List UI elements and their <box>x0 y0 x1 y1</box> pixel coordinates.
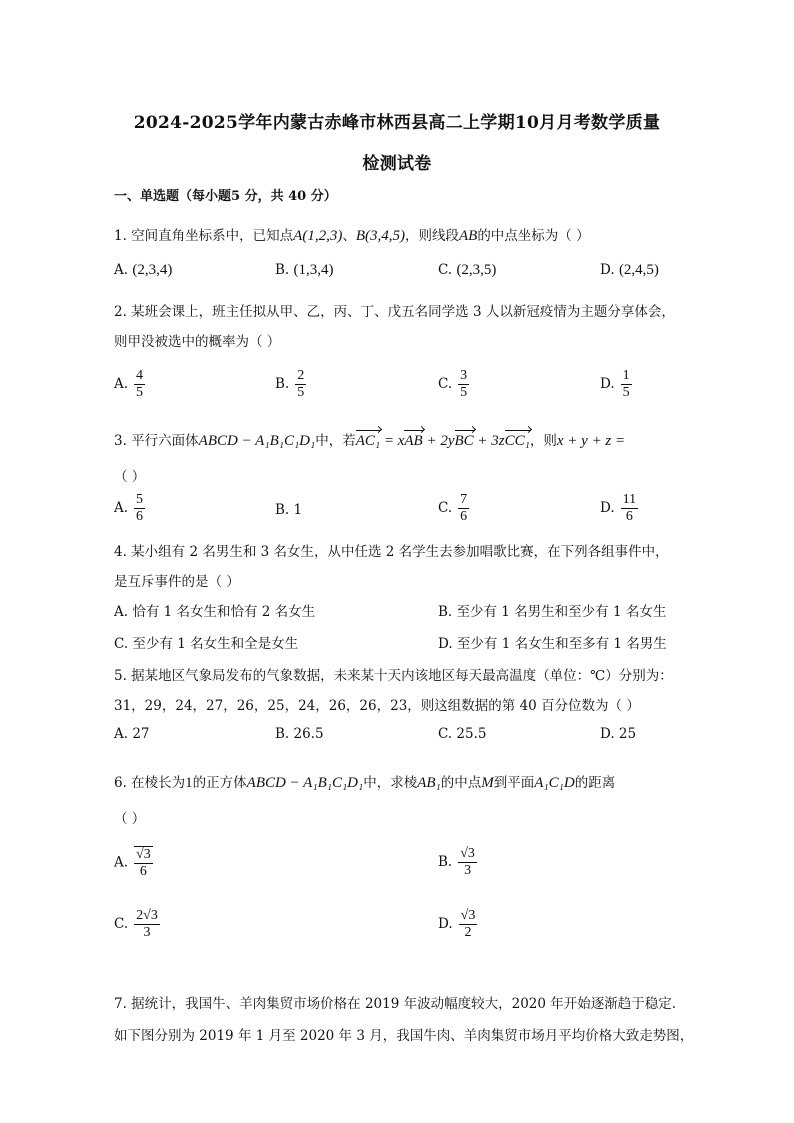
question-2-line1: 2. 某班会课上，班主任拟从甲、乙，丙、丁、戊五名同学选 3 人以新冠疫情为主题分享体会， <box>114 304 675 320</box>
question-5-line2: 31，29，24，27，26，25，24，26，26，23，则这组数据的第 40 百分位数为（ ） <box>114 698 640 714</box>
q5-option-a: A. 27 <box>114 726 150 742</box>
q2-option-b: B. $\frac{2}{5}$ <box>275 368 305 400</box>
question-5-line1: 5. 据某地区气象局发布的气象数据，未来某十天内该地区每天最高温度（单位：℃）分别为： <box>114 668 673 684</box>
q6-option-c: C. $\frac{2√3}{3}$ <box>114 908 158 940</box>
q3-option-a: A. $\frac{5}{6}$ <box>114 492 144 524</box>
question-3: 3. 平行六面体ABCD − A₁B₁C₁D₁中，若AC₁ = xAB + 2yBC + 3zCC₁，则x + y + z = <box>114 433 626 449</box>
question-3-line2: （ ） <box>114 469 146 485</box>
question-6-line2: （ ） <box>114 811 146 827</box>
q1-prefix: 1. 空间直角坐标系中，已知点 <box>114 228 294 244</box>
q3-option-d: D. $\frac{11}{6}$ <box>600 492 637 524</box>
q3-solid: ABCD − A₁B₁C₁D₁ <box>198 433 316 449</box>
q3-option-b: B. 1 <box>275 502 303 518</box>
q3-vector-cc1: CC₁ <box>504 433 530 449</box>
question-2-line2: 则甲没被选中的概率为（ ） <box>114 334 281 350</box>
q4-option-d: D. 至少有 1 名女生和至多有 1 名男生 <box>438 636 667 652</box>
q6-edge: AB₁ <box>417 775 441 791</box>
exam-title-line2: 检测试卷 <box>362 154 432 174</box>
q2-option-d: D. $\frac{1}{5}$ <box>600 368 630 400</box>
q1-option-c: C. (2,3,5) <box>438 262 497 278</box>
q4-option-b: B. 至少有 1 名男生和至少有 1 名女生 <box>438 604 667 620</box>
q1-point-b: B(3,4,5) <box>355 228 405 244</box>
q1-sep: 、 <box>342 228 356 244</box>
q5-option-c: C. 25.5 <box>438 726 487 742</box>
q4-option-a: A. 恰有 1 名女生和恰有 2 名女生 <box>114 604 316 620</box>
q3-option-c: C. $\frac{7}{6}$ <box>438 492 468 524</box>
q1-option-a: A. (2,3,4) <box>114 262 173 278</box>
q6-option-d: D. $\frac{√3}{2}$ <box>438 908 476 940</box>
q4-option-c: C. 至少有 1 名女生和全是女生 <box>114 636 299 652</box>
q1-segment: AB <box>458 228 478 244</box>
exam-title-line1: 2024-2025学年内蒙古赤峰市林西县高二上学期10月月考数学质量 <box>133 113 661 133</box>
question-7-line2: 如下图分别为 2019 年 1 月至 2020 年 3 月，我国牛肉、羊肉集贸市场月平均价格大致走势图， <box>114 1028 694 1044</box>
question-4-line2: 是互斥事件的是（ ） <box>114 574 240 590</box>
q1-mid: ，则线段 <box>404 228 459 244</box>
q6-solid: ABCD − A₁B₁C₁D₁ <box>246 775 364 791</box>
q5-option-d: D. 25 <box>600 726 637 742</box>
q1-option-d: D. (2,4,5) <box>600 262 659 278</box>
q1-suffix: 的中点坐标为（ ） <box>477 228 590 244</box>
q6-plane: A₁C₁D <box>534 775 575 791</box>
q6-option-a: A. $\frac{√3}{6}$ <box>114 847 151 879</box>
q3-vector-ac1: AC₁ <box>355 433 381 449</box>
q6-midpoint: M <box>481 775 494 791</box>
q3-vector-ab: AB <box>404 433 423 449</box>
q3-expression: x + y + z = <box>556 433 626 449</box>
q6-option-b: B. $\frac{√3}{3}$ <box>438 846 475 878</box>
q2-option-a: A. $\frac{4}{5}$ <box>114 368 144 400</box>
q3-vector-bc: BC <box>454 433 474 449</box>
section-heading: 一、单选题（每小题5 分，共 40 分） <box>114 189 337 204</box>
q1-option-b: B. (1,3,4) <box>275 262 334 278</box>
question-7-line1: 7. 据统计，我国牛、羊肉集贸市场价格在 2019 年波动幅度较大，2020 年开始逐渐趋于稳定. <box>114 996 677 1012</box>
question-4-line1: 4. 某小组有 2 名男生和 3 名女生，从中任选 2 名学生去参加唱歌比赛，在下列各组事件中， <box>114 544 669 560</box>
q1-point-a: A(1,2,3) <box>293 228 343 244</box>
question-6: 6. 在棱长为1的正方体ABCD − A₁B₁C₁D₁中，求棱AB₁的中点M到平面A₁C₁D的距离 <box>114 775 616 791</box>
question-1 <box>114 224 590 245</box>
q2-option-c: C. $\frac{3}{5}$ <box>438 368 468 400</box>
q5-option-b: B. 26.5 <box>275 726 324 742</box>
